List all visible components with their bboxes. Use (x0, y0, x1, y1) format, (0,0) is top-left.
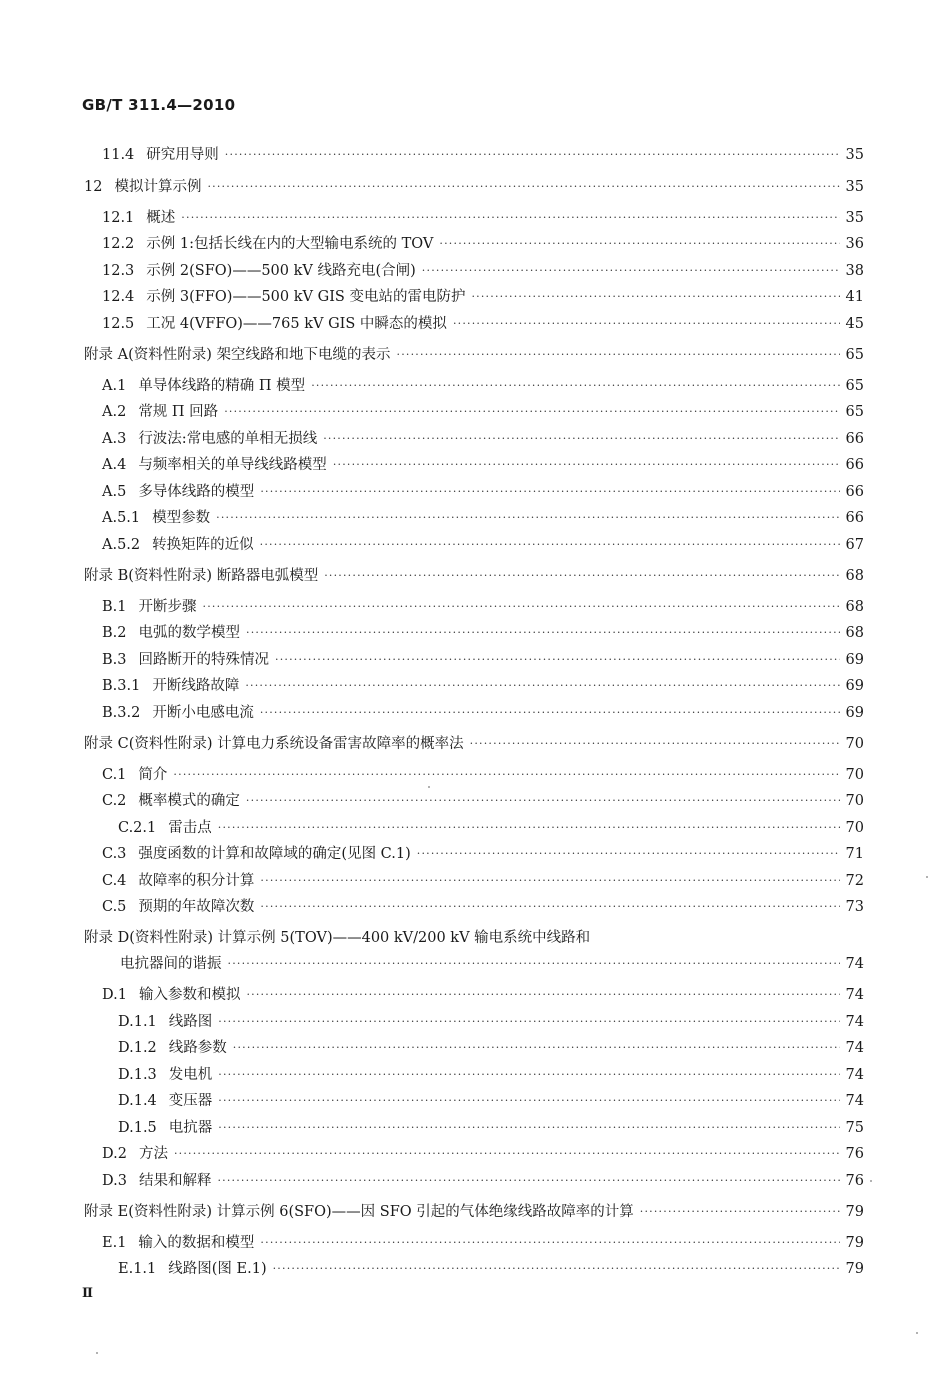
toc-entry-page: 74 (845, 956, 864, 972)
standard-code-header: GB/T 311.4—2010 (82, 96, 236, 114)
toc-entry-number: C.1 (102, 767, 127, 783)
toc-leader-dots (246, 794, 840, 810)
toc-entry-number: 附录 C (84, 736, 129, 752)
toc-entry-title: 电弧的数学模型 (138, 625, 240, 641)
toc-entry-title: 模型参数 (152, 510, 211, 526)
toc-entry-number: A.3 (102, 431, 127, 447)
toc-entry-title: 强度函数的计算和故障域的确定(见图 C.1) (138, 846, 411, 862)
toc-entry-page: 36 (845, 236, 864, 252)
toc-entry[interactable] (102, 1141, 864, 1163)
toc-leader-dots (260, 900, 839, 916)
toc-entry-number: A.2 (102, 404, 127, 420)
toc-entry[interactable] (118, 1115, 864, 1137)
scan-speck (926, 876, 928, 878)
toc-entry-page: 71 (845, 846, 864, 862)
toc-entry[interactable] (102, 788, 864, 810)
toc-entry-number: C.5 (102, 899, 127, 915)
toc-entry-page: 65 (845, 347, 864, 363)
toc-entry-page: 68 (845, 625, 864, 641)
toc-entry-number: 12.1 (102, 210, 135, 226)
scan-speck (428, 786, 430, 788)
toc-leader-dots (181, 211, 839, 227)
toc-entry-page: 70 (845, 793, 864, 809)
toc-leader-dots (246, 626, 840, 642)
scan-speck (916, 1332, 918, 1334)
toc-leader-dots (246, 988, 839, 1004)
toc-leader-dots (173, 768, 839, 784)
toc-entry[interactable] (102, 258, 864, 280)
toc-entry-number: B.3.1 (102, 678, 141, 694)
toc-entry-page: 35 (845, 147, 864, 163)
toc-leader-dots (333, 458, 840, 474)
toc-leader-dots (245, 679, 839, 695)
toc-entry-title: 回路断开的特殊情况 (138, 652, 269, 668)
toc-entry[interactable] (102, 505, 864, 527)
toc-entry-number: C.2.1 (118, 820, 157, 836)
toc-leader-dots (260, 706, 840, 722)
toc-entry-title: 研究用导则 (146, 147, 219, 163)
scan-speck (870, 1180, 872, 1182)
toc-entry-title: 输入的数据和模型 (138, 1235, 255, 1251)
toc-leader-dots (207, 180, 839, 196)
toc-leader-dots (228, 957, 840, 973)
toc-entry-number: 12.3 (102, 263, 135, 279)
toc-leader-dots (218, 1068, 839, 1084)
toc-entry-page: 74 (845, 1067, 864, 1083)
toc-leader-dots (218, 1015, 839, 1031)
toc-leader-dots (224, 405, 839, 421)
toc-entry-title: 电抗器 (168, 1120, 213, 1136)
toc-entry-page: 76 (845, 1146, 864, 1162)
toc-entry-number: 附录 A (84, 347, 129, 363)
toc-entry-title: 故障率的积分计算 (138, 873, 255, 889)
toc-entry-title: 示例 1:包括长线在内的大型输电系统的 TOV (146, 236, 434, 252)
toc-leader-dots (260, 874, 839, 890)
toc-leader-dots (260, 538, 840, 554)
toc-leader-dots (471, 290, 839, 306)
toc-entry-continuation[interactable] (120, 951, 864, 973)
toc-entry[interactable] (102, 841, 864, 863)
toc-entry-title: 示例 2(SFO)——500 kV 线路充电(合闸) (146, 263, 416, 279)
toc-entry-number: B.3.2 (102, 705, 141, 721)
toc-entry[interactable] (118, 1256, 864, 1278)
toc-entry-page: 74 (845, 1014, 864, 1030)
toc-entry-title: (资料性附录) 计算电力系统设备雷害故障率的概率法 (128, 736, 464, 752)
page-number-footer: Ⅱ (82, 1286, 93, 1301)
toc-leader-dots (324, 569, 839, 585)
toc-entry-title: 示例 3(FFO)——500 kV GIS 变电站的雷电防护 (146, 289, 466, 305)
toc-entry-title: 转换矩阵的近似 (152, 537, 254, 553)
toc-leader-dots (203, 600, 840, 616)
toc-entry[interactable] (102, 647, 864, 669)
toc-entry-page: 69 (845, 678, 864, 694)
toc-entry[interactable] (84, 342, 864, 364)
toc-entry-page: 73 (845, 899, 864, 915)
toc-entry-title: 线路图 (168, 1014, 213, 1030)
toc-leader-dots (174, 1147, 840, 1163)
toc-entry[interactable] (102, 894, 864, 916)
toc-entry-title: 线路图(图 E.1) (168, 1261, 267, 1277)
toc-entry-page: 70 (845, 767, 864, 783)
toc-entry-page: 74 (845, 1040, 864, 1056)
toc-entry-number: A.4 (102, 457, 127, 473)
toc-leader-dots (311, 379, 839, 395)
toc-leader-dots (216, 511, 839, 527)
toc-entry-page: 70 (845, 820, 864, 836)
toc-entry-page: 72 (845, 873, 864, 889)
toc-entry[interactable] (102, 142, 864, 164)
toc-entry-number: 附录 B (84, 568, 129, 584)
toc-entry-page: 79 (845, 1204, 864, 1220)
toc-entry-page: 69 (845, 652, 864, 668)
toc-entry[interactable] (102, 284, 864, 306)
toc-entry-page: 76 (845, 1173, 864, 1189)
toc-entry-title: 雷击点 (168, 820, 212, 836)
toc-entry-page: 65 (845, 404, 864, 420)
toc-leader-dots (439, 237, 839, 253)
scan-speck (96, 1352, 98, 1354)
toc-entry-page: 66 (845, 510, 864, 526)
toc-entry-number: E.1.1 (118, 1261, 157, 1277)
toc-leader-dots (225, 148, 840, 164)
toc-entry-title: (资料性附录) 断路器电弧模型 (128, 568, 319, 584)
toc-entry-page: 69 (845, 705, 864, 721)
toc-entry[interactable] (84, 563, 864, 585)
toc-entry-number: 附录 E (84, 1204, 129, 1220)
toc-entry-number: A.5 (102, 484, 127, 500)
toc-entry-title: (资料性附录) 计算示例 5(TOV)——400 kV/200 kV 输电系统中线路和 (129, 930, 591, 946)
toc-entry-title: 多导体线路的模型 (138, 484, 255, 500)
toc-leader-dots (323, 432, 839, 448)
toc-entry-title: 与频率相关的单导线线路模型 (138, 457, 327, 473)
toc-entry-title: (资料性附录) 架空线路和地下电缆的表示 (128, 347, 391, 363)
toc-entry[interactable] (102, 399, 864, 421)
toc-entry-title: 概率模式的确定 (138, 793, 240, 809)
toc-entry-page: 65 (845, 378, 864, 394)
toc-leader-dots (273, 1262, 840, 1278)
toc-entry-number: C.3 (102, 846, 127, 862)
toc-entry-title: 常规 Π 回路 (138, 404, 219, 420)
toc-entry-number: D.1.1 (118, 1014, 157, 1030)
toc-entry-number: D.2 (102, 1146, 127, 1162)
toc-entry-number: C.4 (102, 873, 127, 889)
toc-entry-number: 附录 D (84, 930, 130, 946)
toc-entry-title: 线路参数 (168, 1040, 227, 1056)
toc-entry-number: B.1 (102, 599, 127, 615)
toc-entry[interactable] (102, 231, 864, 253)
toc-entry-page: 45 (845, 316, 864, 332)
toc-entry[interactable] (118, 815, 864, 837)
toc-entry-page: 74 (845, 1093, 864, 1109)
toc-entry-number: A.5.1 (102, 510, 141, 526)
toc-entry-page: 74 (845, 987, 864, 1003)
toc-entry-number: D.1.3 (118, 1067, 157, 1083)
toc-entry[interactable] (84, 174, 864, 196)
toc-entry-page: 75 (845, 1120, 864, 1136)
toc-leader-dots (453, 317, 840, 333)
toc-entry[interactable] (118, 1062, 864, 1084)
toc-entry[interactable] (102, 479, 864, 501)
toc-entry[interactable] (102, 532, 864, 554)
toc-entry-number: D.1.5 (118, 1120, 157, 1136)
toc-entry-title: 模拟计算示例 (114, 179, 202, 195)
toc-entry-number: E.1 (102, 1235, 127, 1251)
toc-entry[interactable] (102, 311, 864, 333)
toc-entry-page: 68 (845, 568, 864, 584)
toc-entry[interactable] (102, 373, 864, 395)
toc-entry-title: 开断线路故障 (152, 678, 240, 694)
toc-entry-title: 预期的年故障次数 (138, 899, 255, 915)
toc-entry-page: 41 (845, 289, 864, 305)
toc-leader-dots (218, 821, 840, 837)
toc-leader-dots (218, 1094, 839, 1110)
toc-entry-page: 79 (845, 1261, 864, 1277)
toc-entry[interactable] (118, 1009, 864, 1031)
toc-entry[interactable] (102, 426, 864, 448)
toc-entry-title: 概述 (146, 210, 176, 226)
toc-entry-number: D.1 (102, 987, 127, 1003)
toc-leader-dots (417, 847, 840, 863)
toc-entry-title: 开断步骤 (138, 599, 197, 615)
toc-entry-number: 12.4 (102, 289, 135, 305)
toc-entry-number: D.3 (102, 1173, 127, 1189)
toc-leader-dots (260, 1236, 839, 1252)
toc-entry[interactable] (102, 1230, 864, 1252)
toc-leader-dots (233, 1041, 840, 1057)
toc-entry-title: 输入参数和模拟 (138, 987, 241, 1003)
toc-entry-number: 12 (84, 179, 103, 195)
toc-entry-title: 变压器 (168, 1093, 213, 1109)
toc-entry[interactable] (102, 1168, 864, 1190)
toc-entry-title: 发电机 (168, 1067, 213, 1083)
toc-entry-page: 66 (845, 457, 864, 473)
toc-entry-page: 70 (845, 736, 864, 752)
toc-entry[interactable] (102, 620, 864, 642)
toc-entry-title: 简介 (138, 767, 168, 783)
toc-entry-page: 68 (845, 599, 864, 615)
toc-entry-number: 12.2 (102, 236, 135, 252)
toc-entry-number: 12.5 (102, 316, 135, 332)
toc-leader-dots (217, 1174, 839, 1190)
toc-entry-title: 工况 4(VFFO)——765 kV GIS 中瞬态的模拟 (146, 316, 447, 332)
toc-entry[interactable] (118, 1088, 864, 1110)
toc-leader-dots (218, 1121, 839, 1137)
toc-entry-title: 方法 (138, 1146, 168, 1162)
toc-leader-dots (275, 653, 840, 669)
toc-entry-title: 行波法:常电感的单相无损线 (138, 431, 318, 447)
toc-leader-dots (397, 348, 840, 364)
toc-entry-page: 35 (845, 210, 864, 226)
toc-leader-dots (260, 485, 839, 501)
toc-leader-dots (422, 264, 840, 280)
toc-entry[interactable] (102, 700, 864, 722)
toc-entry-page: 67 (845, 537, 864, 553)
toc-entry-title: 电抗器间的谐振 (120, 956, 222, 972)
toc-entry[interactable] (102, 594, 864, 616)
toc-entry-number: 11.4 (102, 147, 135, 163)
toc-entry-multiline-start[interactable] (84, 925, 864, 947)
toc-entry-title: (资料性附录) 计算示例 6(SFO)——因 SFO 引起的气体绝缘线路故障率的计算 (128, 1204, 634, 1220)
toc-entry[interactable] (102, 452, 864, 474)
toc-entry-page: 79 (845, 1235, 864, 1251)
toc-entry-title: 开断小电感电流 (152, 705, 254, 721)
toc-entry-number: A.5.2 (102, 537, 141, 553)
toc-entry[interactable] (102, 868, 864, 890)
toc-entry[interactable] (102, 982, 864, 1004)
toc-entry[interactable] (102, 673, 864, 695)
toc-entry[interactable] (102, 205, 864, 227)
toc-entry[interactable] (118, 1035, 864, 1057)
toc-entry-title: 结果和解释 (138, 1173, 212, 1189)
toc-entry-page: 66 (845, 484, 864, 500)
toc-entry[interactable] (84, 1199, 864, 1221)
toc-entry-number: C.2 (102, 793, 127, 809)
toc-entry-number: B.2 (102, 625, 127, 641)
toc-entry-number: D.1.4 (118, 1093, 157, 1109)
toc-entry-page: 35 (845, 179, 864, 195)
toc-leader-dots (470, 737, 840, 753)
toc-entry-title: 单导体线路的精确 Π 模型 (138, 378, 306, 394)
toc-entry-page: 66 (845, 431, 864, 447)
toc-entry[interactable] (102, 762, 864, 784)
toc-entry-number: D.1.2 (118, 1040, 157, 1056)
toc-entry-page: 38 (845, 263, 864, 279)
toc-entry[interactable] (84, 731, 864, 753)
toc-entry-number: B.3 (102, 652, 127, 668)
toc-leader-dots (640, 1205, 840, 1221)
toc-entry-number: A.1 (102, 378, 127, 394)
